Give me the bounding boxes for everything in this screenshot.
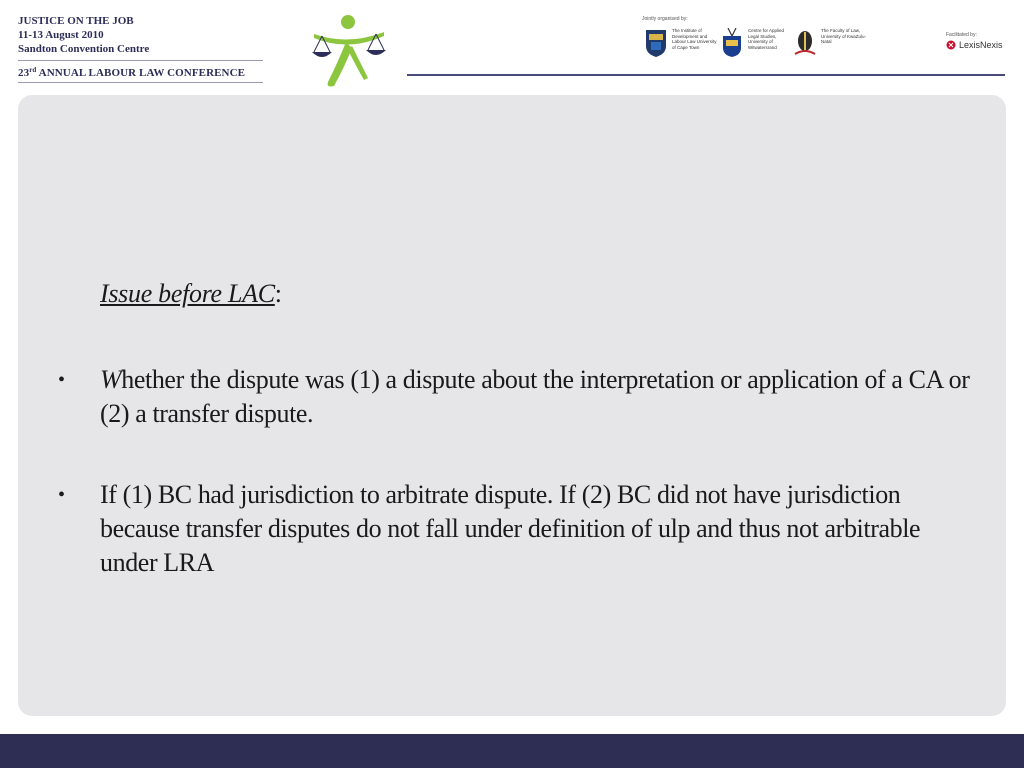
organiser-ukzn xyxy=(793,28,869,58)
bullet-initial: W xyxy=(100,365,122,394)
bullet-marker: • xyxy=(58,369,65,391)
lexisnexis-logo xyxy=(946,40,1003,50)
organiser-uct-name: The Institute of Development and Labour Law University of Cape Town xyxy=(672,28,717,50)
bullet-text xyxy=(100,363,970,431)
conference-name: JUSTICE ON THE JOB xyxy=(18,15,134,27)
title-divider xyxy=(18,60,263,61)
conference-edition xyxy=(18,63,263,80)
conference-title-block xyxy=(18,14,263,83)
justice-scales-figure-icon xyxy=(308,12,392,90)
bullet-item xyxy=(58,363,970,433)
facilitator-label: Facilitated by: xyxy=(946,32,977,38)
slide-heading xyxy=(100,279,282,309)
organiser-wits xyxy=(720,28,796,58)
heading-colon: : xyxy=(274,279,282,308)
organiser-wits-name: Centre for Applied Legal Studies, University of Witwatersrand xyxy=(748,28,785,50)
edition-title: ANNUAL LABOUR LAW CONFERENCE xyxy=(36,67,246,79)
bullet-marker: • xyxy=(58,484,65,506)
footer-bar xyxy=(0,734,1024,768)
lexisnexis-icon xyxy=(946,40,956,50)
bullet-text-rest: hether the dispute was (1) a dispute about the interpretation or application of a CA or (2) a transfer dispute. xyxy=(100,365,970,428)
bullet-item xyxy=(58,478,958,582)
edition-number: 23 xyxy=(18,67,30,79)
facilitator-name: LexisNexis xyxy=(959,40,1003,50)
uct-crest-icon xyxy=(644,28,668,58)
header-divider xyxy=(407,74,1005,76)
wits-crest-icon xyxy=(720,28,744,58)
title-divider-bottom xyxy=(18,82,263,83)
organiser-uct xyxy=(644,28,720,58)
edition-suffix: rd xyxy=(29,66,37,74)
conference-venue: Sandton Convention Centre xyxy=(18,43,150,55)
organiser-ukzn-name: The Faculty of Law, University of KwaZulu-Natal xyxy=(821,28,867,44)
conference-dates: 11-13 August 2010 xyxy=(18,29,104,41)
bullet-text: If (1) BC had jurisdiction to arbitrate dispute. If (2) BC did not have jurisdiction because transfer disputes do not fall under definition of ulp and thus not arbitrable under LRA xyxy=(100,480,921,577)
heading-text: Issue before LAC xyxy=(100,279,275,308)
organisers-label: Jointly organised by: xyxy=(642,16,688,22)
ukzn-crest-icon xyxy=(793,28,817,58)
